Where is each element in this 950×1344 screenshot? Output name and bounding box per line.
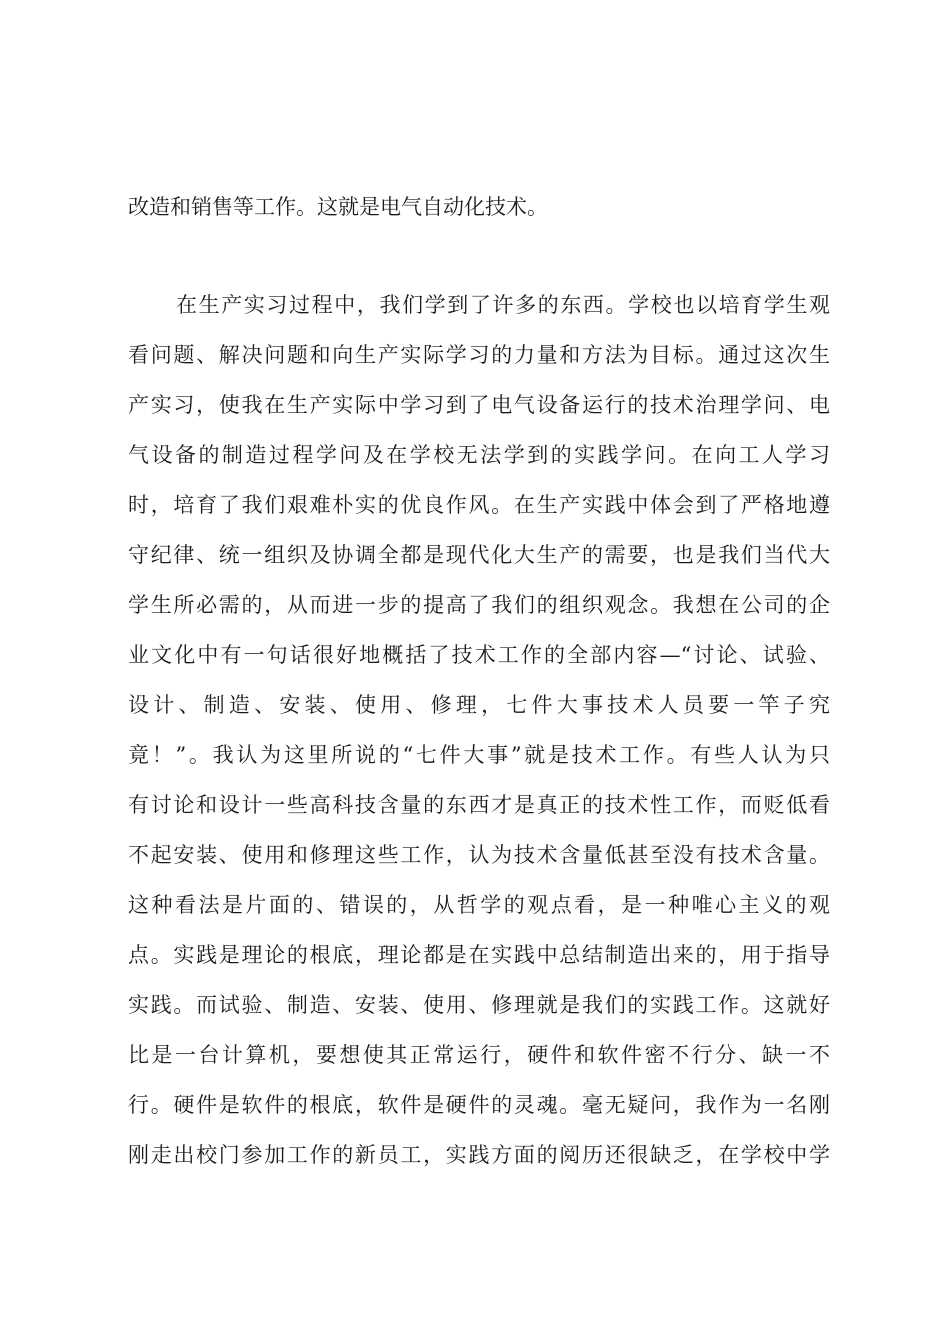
text-line-8: 学生所必需的，从而进一步的提高了我们的组织观念。我想在公司的企 — [128, 593, 830, 617]
text-line-11: 竟！”。我认为这里所说的“七件大事”就是技术工作。有些人认为只 — [128, 743, 830, 767]
text-line-9: 业文化中有一句话很好地概括了技术工作的全部内容—“讨论、试验、 — [128, 643, 830, 667]
text-line-16: 实践。而试验、制造、安装、使用、修理就是我们的实践工作。这就好 — [128, 993, 830, 1017]
text-line-14: 这种看法是片面的、错误的，从哲学的观点看，是一种唯心主义的观 — [128, 893, 830, 917]
text-line-5: 气设备的制造过程学问及在学校无法学到的实践学问。在向工人学习 — [128, 443, 830, 467]
text-line-18: 行。硬件是软件的根底，软件是硬件的灵魂。毫无疑问，我作为一名刚 — [128, 1093, 830, 1117]
text-line-7: 守纪律、统一组织及协调全都是现代化大生产的需要，也是我们当代大 — [128, 543, 830, 567]
text-line-6: 时，培育了我们艰难朴实的优良作风。在生产实践中体会到了严格地遵 — [128, 493, 830, 517]
text-line-13: 不起安装、使用和修理这些工作，认为技术含量低甚至没有技术含量。 — [128, 843, 830, 867]
text-line-15: 点。实践是理论的根底，理论都是在实践中总结制造出来的，用于指导 — [128, 943, 830, 967]
text-line-12: 有讨论和设计一些高科技含量的东西才是真正的技术性工作，而贬低看 — [128, 793, 830, 817]
text-line-10: 设计、制造、安装、使用、修理，七件大事技术人员要一竿子究 — [128, 693, 830, 717]
text-line-2: 在生产实习过程中，我们学到了许多的东西。学校也以培育学生观 — [176, 293, 830, 317]
text-line-3: 看问题、解决问题和向生产实际学习的力量和方法为目标。通过这次生 — [128, 343, 830, 367]
text-line-1: 改造和销售等工作。这就是电气自动化技术。 — [128, 195, 548, 219]
text-line-17: 比是一台计算机，要想使其正常运行，硬件和软件密不行分、缺一不 — [128, 1043, 830, 1067]
text-line-19: 刚走出校门参加工作的新员工，实践方面的阅历还很缺乏，在学校中学 — [128, 1143, 830, 1167]
text-line-4: 产实习，使我在生产实际中学习到了电气设备运行的技术治理学问、电 — [128, 393, 830, 417]
